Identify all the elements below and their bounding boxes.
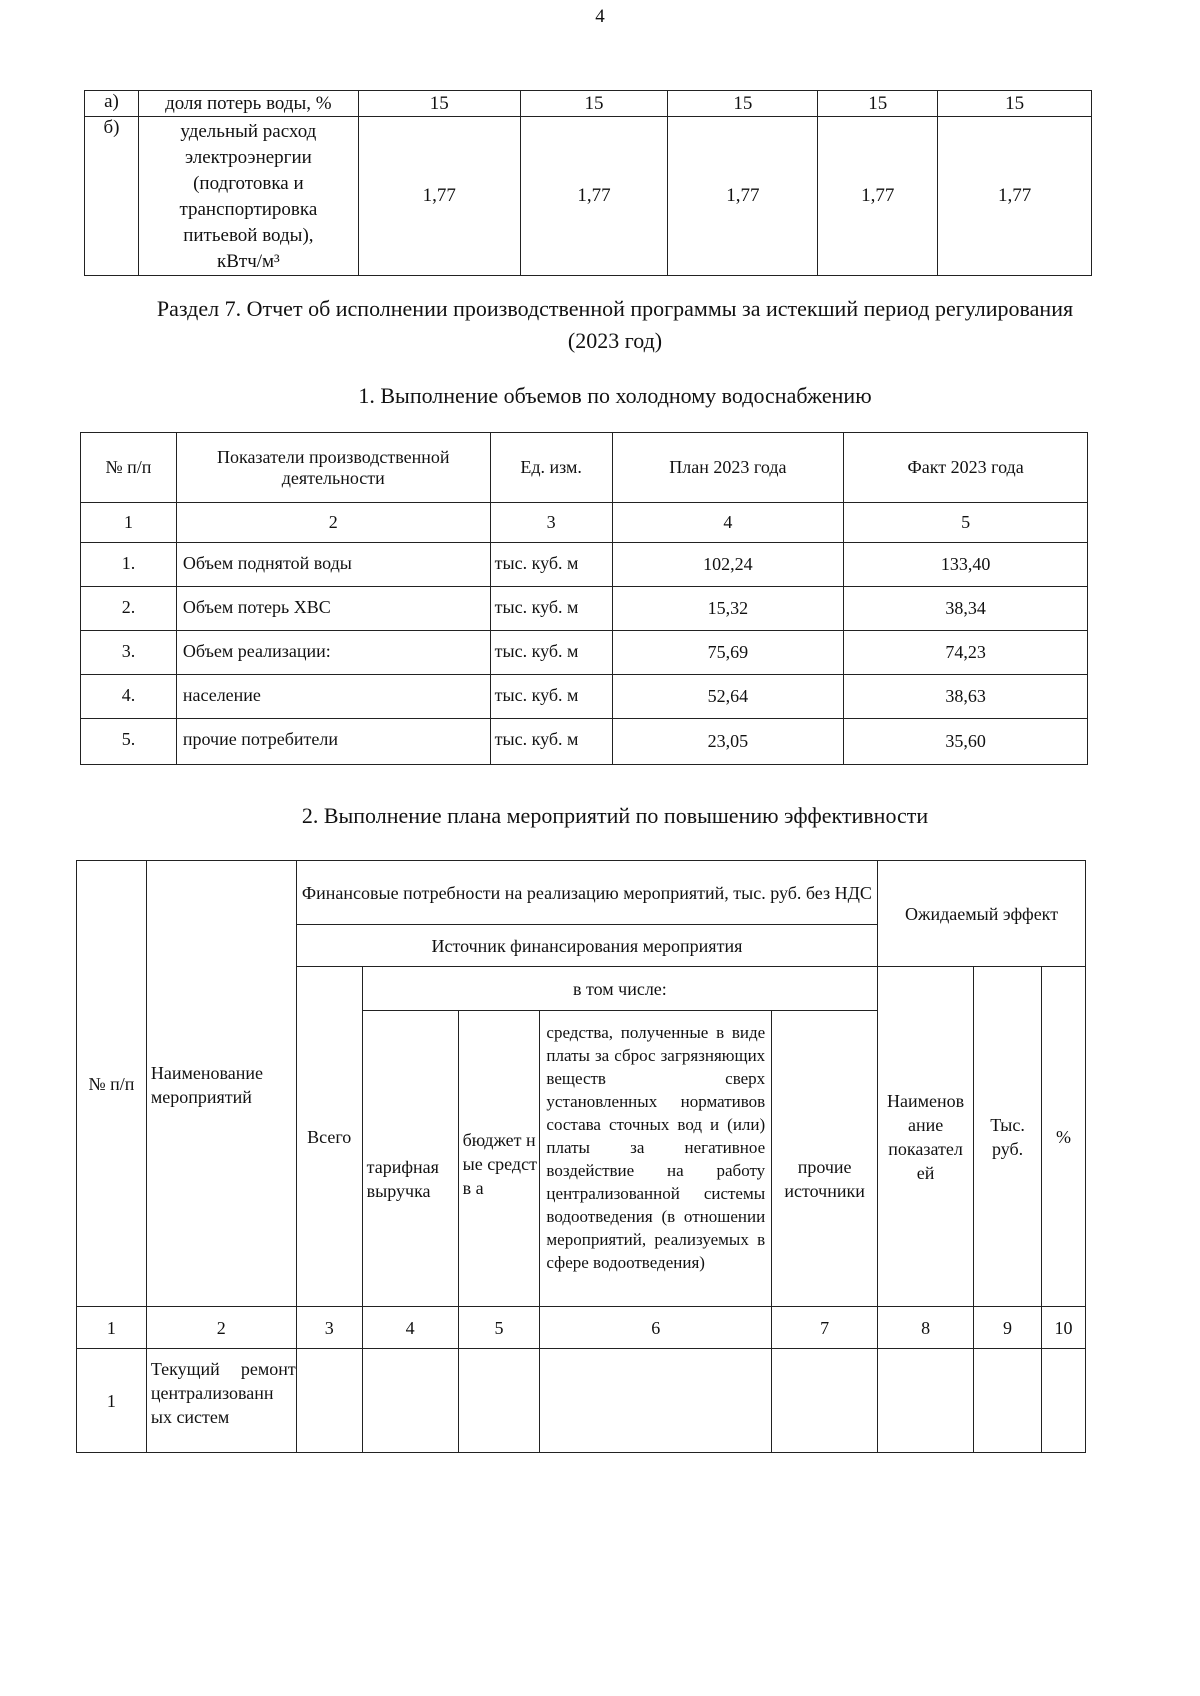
column-header-tariff: тарифная выручка (362, 1011, 458, 1307)
row-name: население (176, 675, 490, 719)
row-number: 4. (81, 675, 177, 719)
indicator-value: 15 (938, 91, 1092, 117)
row-cell (458, 1349, 540, 1453)
column-header-budget: бюджет ные средств а (458, 1011, 540, 1307)
indicator-value: 15 (520, 91, 668, 117)
table-row (81, 587, 1088, 631)
row-fact: 38,34 (844, 587, 1088, 631)
column-number: 7 (772, 1307, 878, 1349)
row-unit: тыс. куб. м (490, 587, 612, 631)
column-header: № п/п (81, 433, 177, 503)
row-plan: 75,69 (612, 631, 844, 675)
row-plan: 52,64 (612, 675, 844, 719)
row-name: прочие потребители (176, 719, 490, 765)
row-fact: 38,63 (844, 675, 1088, 719)
row-number: 1 (77, 1349, 147, 1453)
indicator-value: 15 (668, 91, 818, 117)
column-header-indicator: Наименов ание показател ей (878, 967, 974, 1307)
row-name: Объем реализации: (176, 631, 490, 675)
row-unit: тыс. куб. м (490, 631, 612, 675)
row-cell (362, 1349, 458, 1453)
column-header-name: Наименование мероприятий (146, 861, 296, 1307)
column-number: 1 (77, 1307, 147, 1349)
column-number-row (81, 503, 1088, 543)
column-header: Ед. изм. (490, 433, 612, 503)
column-header-source: Источник финансирования мероприятия (296, 925, 877, 967)
measures-table (76, 860, 1086, 1453)
column-number: 2 (176, 503, 490, 543)
row-name: Объем поднятой воды (176, 543, 490, 587)
column-number: 4 (612, 503, 844, 543)
row-number: 3. (81, 631, 177, 675)
page-number: 4 (595, 6, 605, 27)
column-header-fees: средства, полученные в виде платы за сброс загрязняющих веществ сверх установленных нормативов состава сточных вод и (или) платы за негативное воздействие на работу централизованной системы водоотведения (в отношении мероприятий, реализуемых в сфере водоотведения) (540, 1011, 772, 1307)
indicator-value: 1,77 (358, 117, 520, 276)
column-number: 4 (362, 1307, 458, 1349)
column-number: 5 (844, 503, 1088, 543)
indicator-value: 1,77 (938, 117, 1092, 276)
row-plan: 102,24 (612, 543, 844, 587)
table-row (81, 543, 1088, 587)
row-cell (1042, 1349, 1086, 1453)
row-letter: б) (85, 117, 139, 276)
table-row (81, 631, 1088, 675)
column-number: 3 (296, 1307, 362, 1349)
column-header-percent: % (1042, 967, 1086, 1307)
indicator-value: 1,77 (818, 117, 938, 276)
column-number: 5 (458, 1307, 540, 1349)
column-number: 3 (490, 503, 612, 543)
column-header-other: прочие источники (772, 1011, 878, 1307)
row-plan: 23,05 (612, 719, 844, 765)
section-title: Раздел 7. Отчет об исполнении производственной программы за истекший период регулирования (2023 год) (156, 296, 1074, 353)
column-number: 10 (1042, 1307, 1086, 1349)
row-cell (878, 1349, 974, 1453)
row-name: Объем потерь ХВС (176, 587, 490, 631)
volumes-table (80, 432, 1088, 765)
column-number: 2 (146, 1307, 296, 1349)
column-number: 6 (540, 1307, 772, 1349)
row-fact: 74,23 (844, 631, 1088, 675)
row-cell (296, 1349, 362, 1453)
column-header-finance: Финансовые потребности на реализацию мероприятий, тыс. руб. без НДС (296, 861, 877, 925)
row-cell (540, 1349, 772, 1453)
row-name: Текущий ремонт централизованн ых систем (146, 1349, 296, 1453)
column-number: 1 (81, 503, 177, 543)
row-letter: а) (85, 91, 139, 117)
indicator-value: 15 (358, 91, 520, 117)
table-row (77, 1349, 1086, 1453)
row-cell (974, 1349, 1042, 1453)
indicators-table (84, 90, 1092, 276)
column-header-thousand-rub: Тыс. руб. (974, 967, 1042, 1307)
column-number-row (77, 1307, 1086, 1349)
column-number: 9 (974, 1307, 1042, 1349)
table-row (81, 675, 1088, 719)
column-number: 8 (878, 1307, 974, 1349)
column-header-total: Всего (296, 967, 362, 1307)
table-row (85, 117, 1092, 276)
subsection-title: 2. Выполнение плана мероприятий по повышению эффективности (301, 803, 929, 828)
column-header-num: № п/п (77, 861, 147, 1307)
indicator-label: доля потерь воды, % (138, 91, 358, 117)
row-plan: 15,32 (612, 587, 844, 631)
row-number: 2. (81, 587, 177, 631)
row-fact: 133,40 (844, 543, 1088, 587)
table-header-row (77, 861, 1086, 925)
indicator-value: 1,77 (520, 117, 668, 276)
row-number: 5. (81, 719, 177, 765)
row-unit: тыс. куб. м (490, 675, 612, 719)
row-fact: 35,60 (844, 719, 1088, 765)
table-row (85, 91, 1092, 117)
row-cell (772, 1349, 878, 1453)
column-header: Показатели производственной деятельности (176, 433, 490, 503)
table-row (81, 719, 1088, 765)
indicator-label: удельный расход электроэнергии (подготовка и транспортировка питьевой воды), кВтч/м³ (138, 117, 358, 276)
column-header: Факт 2023 года (844, 433, 1088, 503)
table-header-row (81, 433, 1088, 503)
indicator-value: 15 (818, 91, 938, 117)
column-header-including: в том числе: (362, 967, 877, 1011)
column-header-effect: Ожидаемый эффект (878, 861, 1086, 967)
row-number: 1. (81, 543, 177, 587)
row-unit: тыс. куб. м (490, 543, 612, 587)
row-unit: тыс. куб. м (490, 719, 612, 765)
indicator-value: 1,77 (668, 117, 818, 276)
subsection-title: 1. Выполнение объемов по холодному водоснабжению (358, 383, 872, 408)
column-header: План 2023 года (612, 433, 844, 503)
